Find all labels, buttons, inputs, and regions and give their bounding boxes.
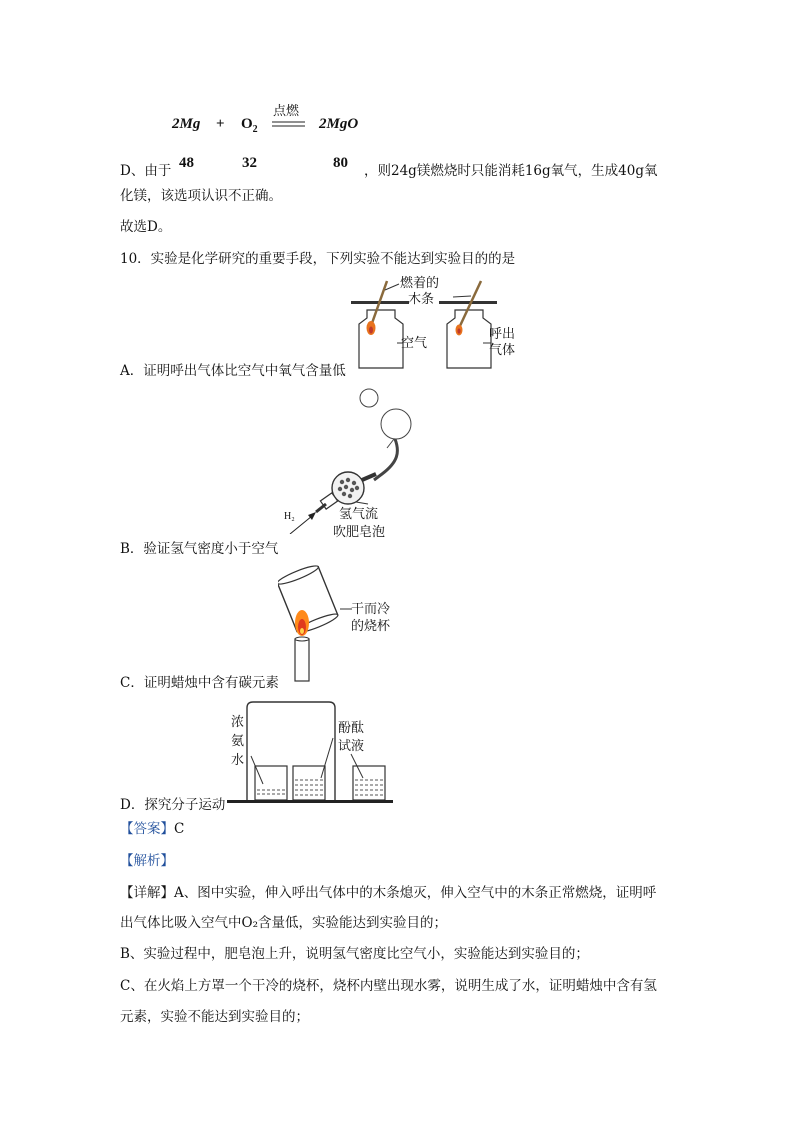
label-exhaled-2: 气体	[489, 343, 516, 358]
mass-mg: 48	[179, 155, 194, 171]
figure-c-candle	[278, 565, 358, 685]
reactant-mg: 2Mg	[172, 116, 201, 132]
para-d-line2: 化镁，该选项认识不正确。	[120, 188, 282, 204]
option-b: B．验证氢气密度小于空气	[120, 541, 279, 557]
option-a: A．证明呼出气体比空气中氧气含量低	[120, 363, 346, 379]
label-dry-cold-1: 干而冷	[351, 602, 391, 617]
para-d-end: ，则24g镁燃烧时只能消耗16g氧气，生成40g氧	[364, 163, 658, 179]
analysis-label: 【解析】	[120, 853, 174, 869]
detail-b: B、实验过程中，肥皂泡上升，说明氢气密度比空气小，实验能达到实验目的；	[120, 946, 589, 962]
label-burning-stick-1: 燃着的	[400, 276, 440, 291]
label-ammonia-3: 水	[231, 753, 245, 768]
equals-arrow	[271, 120, 307, 128]
product-mgo: 2MgO	[319, 116, 359, 132]
reaction-condition: 点燃	[273, 104, 300, 119]
detail-label: 【详解】	[120, 885, 174, 901]
label-dry-cold-2: 的烧杯	[351, 619, 391, 634]
label-h2: H₂	[284, 511, 295, 522]
choose-d: 故选D。	[120, 219, 172, 235]
mass-o2: 32	[242, 155, 257, 171]
mass-mgo: 80	[333, 155, 348, 171]
label-hydrogen-flow: 氢气流	[339, 507, 379, 522]
answer-label: 【答案】	[120, 821, 174, 837]
label-ammonia-1: 浓	[231, 715, 245, 730]
figure-d-molecular-motion	[225, 700, 397, 806]
detail-a-line1	[120, 884, 656, 902]
detail-c-line1: C、在火焰上方罩一个干冷的烧杯，烧杯内壁出现水雾，说明生成了水，证明蜡烛中含有氢	[120, 978, 657, 994]
answer-value: C	[174, 821, 185, 837]
detail-a-line2: 出气体比吸入空气中O₂含量低，实验能达到实验目的；	[120, 915, 447, 931]
label-burning-stick-2: 木条	[408, 292, 435, 307]
label-phenolphthalein-2: 试液	[338, 739, 365, 754]
option-d: D．探究分子运动	[120, 797, 226, 813]
label-phenolphthalein-1: 酚酞	[338, 721, 365, 736]
para-d-start: D、由于	[120, 163, 172, 179]
reactant-o2: $O_2$	[241, 116, 258, 135]
detail-c-line2: 元素，实验不能达到实验目的；	[120, 1009, 309, 1025]
question-10: 10．实验是化学研究的重要手段，下列实验不能达到实验目的的是	[120, 251, 516, 267]
label-blow-bubbles: 吹肥皂泡	[333, 525, 386, 540]
option-c: C．证明蜡烛中含有碳元素	[120, 675, 279, 691]
plus-sign: +	[216, 116, 225, 132]
detail-a-text: A、图中实验，伸入呼出气体中的木条熄灭，伸入空气中的木条正常燃烧，证明呼	[174, 885, 657, 901]
answer-line	[120, 820, 184, 838]
label-ammonia-2: 氨	[231, 734, 245, 749]
label-air: 空气	[401, 336, 428, 351]
label-exhaled-1: 呼出	[489, 327, 516, 342]
